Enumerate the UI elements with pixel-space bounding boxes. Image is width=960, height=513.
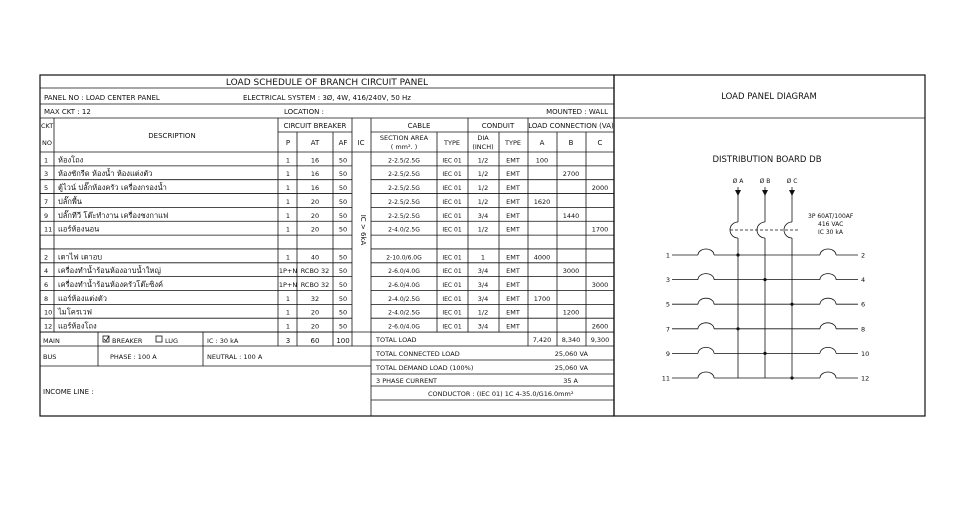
cell-dtype: EMT: [506, 308, 520, 317]
col-section-unit: ( mm². ): [390, 143, 418, 151]
main-label: MAIN: [43, 337, 60, 345]
lug-checkbox: [156, 336, 162, 342]
cell-af: 50: [338, 211, 348, 220]
bus-tap: [736, 327, 739, 330]
diagram-frame: [614, 75, 925, 416]
cell-b: 2700: [562, 170, 580, 179]
cell-at: 20: [310, 225, 320, 234]
cell-ctype: IEC 01: [442, 323, 462, 331]
cell-dia: 1: [480, 253, 486, 262]
total-load-a: 7,420: [532, 336, 552, 344]
circuit-number-left: 11: [661, 374, 670, 383]
cell-c: 3000: [591, 281, 609, 289]
cell-dia: 3/4: [477, 281, 489, 289]
col-ic: IC: [357, 139, 365, 147]
cell-dia: 1/2: [477, 156, 489, 165]
circuit-number-right: 8: [861, 325, 866, 334]
cell-p: 1: [285, 211, 291, 220]
cell-dtype: EMT: [506, 170, 520, 179]
max-ckt: MAX CKT : 12: [44, 108, 91, 116]
cell-section: 2-6.0/4.0G: [388, 282, 420, 289]
branch-breaker-left: [698, 249, 714, 255]
cell-at: RCBO 32: [300, 267, 330, 276]
cell-desc: เครื่องทำน้ำร้อนห้องครัวโต๊ะซิงค์: [58, 280, 163, 289]
col-conduit-type: TYPE: [505, 139, 521, 147]
cell-at: 16: [310, 170, 320, 179]
cell-no: 3: [44, 170, 49, 179]
cell-p: 1P+N: [278, 281, 298, 289]
cell-b: 1440: [562, 211, 580, 220]
cell-ctype: IEC 01: [442, 226, 462, 234]
breaker-spec-1: 3P 60AT/100AF: [808, 213, 854, 220]
cell-section: 2-10.0/6.0G: [386, 254, 422, 262]
bus-tap: [790, 303, 793, 306]
diagram-title: LOAD PANEL DIAGRAM: [721, 92, 817, 102]
conductor: CONDUCTOR : (IEC 01) 1C 4-35.0/G16.0mm²: [428, 390, 574, 398]
connected-label: TOTAL CONNECTED LOAD: [376, 350, 460, 358]
cell-section: 2-4.0/2.5G: [388, 309, 420, 317]
cell-p: 1P+N: [278, 267, 298, 276]
cell-desc: แอร์ห้องโถง: [58, 321, 97, 331]
main-lug: LUG: [165, 337, 179, 345]
main-breaker: BREAKER: [112, 337, 143, 345]
phase-label: Ø C: [786, 178, 798, 185]
cell-at: 16: [310, 184, 320, 193]
income-line: INCOME LINE :: [43, 388, 94, 396]
bus-neutral: NEUTRAL : 100 A: [207, 353, 263, 361]
col-cable-type: TYPE: [444, 139, 460, 147]
bus-tap: [763, 278, 766, 281]
cell-b: 1200: [562, 308, 580, 317]
cell-ctype: IEC 01: [442, 254, 462, 262]
cell-at: 40: [310, 253, 320, 262]
cell-af: 50: [338, 253, 348, 262]
main-ic: IC : 30 kA: [207, 337, 239, 345]
branch-breaker-left: [698, 372, 714, 378]
cell-dtype: EMT: [506, 267, 520, 276]
branch-breaker-right: [820, 249, 836, 255]
cell-p: 1: [285, 197, 291, 206]
branch-breaker-right: [820, 372, 836, 378]
breaker-spec-2: 416 VAC: [818, 221, 844, 228]
cell-dtype: EMT: [506, 294, 520, 303]
demand-label: TOTAL DEMAND LOAD (100%): [376, 364, 474, 372]
cell-at: 20: [310, 308, 320, 317]
branch-breaker-left: [698, 298, 714, 304]
main-at: 60: [310, 337, 320, 345]
cell-dia: 1/2: [477, 197, 489, 206]
col-cable: CABLE: [407, 122, 431, 130]
circuit-number-right: 2: [861, 251, 866, 260]
cell-section: 2-2.5/2.5G: [388, 157, 420, 165]
circuit-number-left: 5: [665, 300, 670, 309]
cell-section: 2-2.5/2.5G: [388, 185, 420, 193]
cell-c: 2000: [591, 184, 609, 193]
cell-no: 5: [44, 184, 49, 193]
cell-no: 9: [44, 211, 49, 220]
col-dia: DIA: [477, 134, 489, 142]
cell-ctype: IEC 01: [442, 309, 462, 317]
cell-section: 2-6.0/4.0G: [388, 268, 420, 276]
cell-section: 2-4.0/2.5G: [388, 226, 420, 234]
phase-label: Ø A: [732, 178, 744, 185]
cell-at: 16: [310, 156, 320, 165]
cell-section: 2-2.5/2.5G: [388, 171, 420, 179]
cell-p: 1: [285, 225, 291, 234]
cell-af: 50: [338, 308, 348, 317]
circuit-number-left: 3: [665, 276, 670, 285]
cell-dtype: EMT: [506, 225, 520, 234]
branch-breaker-left: [698, 347, 714, 353]
circuit-number-right: 10: [861, 349, 870, 358]
cell-dtype: EMT: [506, 156, 520, 165]
cell-no: 2: [44, 253, 49, 262]
cell-ctype: IEC 01: [442, 185, 462, 193]
cell-no: 1: [44, 156, 49, 165]
mounted: MOUNTED : WALL: [546, 108, 608, 116]
col-p: P: [285, 139, 291, 147]
cell-ctype: IEC 01: [442, 171, 462, 179]
cell-no: 12: [44, 322, 53, 331]
cell-desc: เตาไฟ เตาอบ: [58, 252, 103, 262]
col-no: NO: [42, 139, 52, 147]
cell-at: 20: [310, 322, 320, 331]
cell-at: 32: [310, 294, 320, 303]
panel-diagram: [662, 178, 870, 383]
location: LOCATION :: [284, 108, 324, 116]
branch-breaker-left: [698, 274, 714, 280]
cell-dtype: EMT: [506, 281, 520, 289]
cell-dia: 1/2: [477, 170, 489, 179]
col-ckt: CKT: [41, 122, 54, 130]
cell-dtype: EMT: [506, 197, 520, 206]
circuit-number-right: 12: [861, 374, 870, 383]
main-p: 3: [285, 337, 291, 345]
cell-ctype: IEC 01: [442, 295, 462, 303]
cell-c: 2600: [591, 322, 609, 331]
col-at: AT: [310, 139, 320, 147]
cell-p: 1: [285, 294, 291, 303]
cell-dia: 1/2: [477, 184, 489, 193]
col-circuit-breaker: CIRCUIT BREAKER: [283, 122, 347, 130]
cell-dia: 3/4: [477, 294, 489, 303]
cell-no: 11: [44, 225, 53, 234]
cell-af: 50: [338, 294, 348, 303]
cell-a: 1700: [533, 294, 551, 303]
cell-c: 1700: [591, 225, 609, 234]
bus-tap: [736, 253, 739, 256]
cell-no: 7: [44, 197, 49, 206]
circuit-number-right: 6: [861, 300, 866, 309]
cell-dia: 3/4: [477, 267, 489, 276]
phase-label: Ø B: [759, 178, 771, 185]
col-b: B: [568, 139, 574, 147]
cell-section: 2-2.5/2.5G: [388, 198, 420, 206]
cell-af: 50: [338, 184, 348, 193]
checkmark-icon: [104, 336, 109, 341]
cell-dtype: EMT: [506, 253, 520, 262]
cell-desc: ปลั๊กทีวี โต๊ะทำงาน เครื่องชงกาแฟ: [58, 210, 169, 220]
cell-desc: แอร์ห้องแต่งตัว: [58, 293, 107, 303]
cell-at: 20: [310, 197, 320, 206]
cell-af: 50: [338, 281, 348, 289]
current-value: 35 A: [563, 377, 578, 385]
col-af: AF: [338, 139, 348, 147]
cell-a: 4000: [533, 253, 551, 262]
cell-p: 1: [285, 156, 291, 165]
cell-at: RCBO 32: [300, 281, 330, 289]
cell-p: 1: [285, 170, 291, 179]
col-conduit: CONDUIT: [481, 122, 515, 130]
cell-section: 2-6.0/4.0G: [388, 323, 420, 331]
cell-desc: ไมโครเวฟ: [58, 307, 92, 317]
cell-ctype: IEC 01: [442, 157, 462, 165]
main-af: 100: [336, 337, 350, 345]
cell-desc: ตู้ไวน์ ปลั๊กห้องครัว เครื่องกรองน้ำ: [58, 183, 167, 193]
current-label: 3 PHASE CURRENT: [376, 377, 438, 385]
cell-desc: ห้องโถง: [58, 155, 84, 165]
cell-p: 1: [285, 308, 291, 317]
bus-tap: [763, 352, 766, 355]
cell-section: 2-2.5/2.5G: [388, 212, 420, 220]
cell-desc: ปลั๊กพื้น: [58, 196, 82, 206]
cell-desc: เครื่องทำน้ำร้อนห้องอาบน้ำใหญ่: [58, 266, 161, 276]
bus-label: BUS: [43, 353, 57, 361]
cell-no: 4: [44, 267, 49, 276]
cell-a: 100: [535, 156, 549, 165]
total-load-label: TOTAL LOAD: [376, 336, 417, 344]
cell-no: 10: [44, 308, 53, 317]
cell-ctype: IEC 01: [442, 282, 462, 289]
col-load-connection: LOAD CONNECTION (VA): [528, 122, 614, 130]
cell-dtype: EMT: [506, 211, 520, 220]
cell-at: 20: [310, 211, 320, 220]
cell-section: 2-4.0/2.5G: [388, 295, 420, 303]
circuit-number-left: 9: [665, 349, 670, 358]
cell-p: 1: [285, 184, 291, 193]
circuit-number-right: 4: [861, 276, 866, 285]
cell-af: 50: [338, 197, 348, 206]
branch-breaker-right: [820, 274, 836, 280]
cell-dia: 3/4: [477, 322, 489, 331]
cell-ctype: IEC 01: [442, 212, 462, 220]
cell-p: 1: [285, 322, 291, 331]
ic-rating: IC > 6kA: [359, 214, 367, 246]
panel-no: PANEL NO : LOAD CENTER PANEL: [44, 94, 160, 102]
cell-no: 6: [44, 281, 49, 289]
cell-dia: 3/4: [477, 211, 489, 220]
col-section-area: SECTION AREA: [379, 134, 429, 142]
cell-dia: 1/2: [477, 225, 489, 234]
col-c: C: [597, 139, 603, 147]
cell-p: 1: [285, 253, 291, 262]
cell-a: 1620: [533, 197, 551, 206]
cell-af: 50: [338, 322, 348, 331]
bus-phase: PHASE : 100 A: [110, 353, 157, 361]
electrical-system: ELECTRICAL SYSTEM : 3Ø, 4W, 416/240V, 50 Hz: [243, 94, 411, 102]
cell-no: 8: [44, 294, 49, 303]
cell-ctype: IEC 01: [442, 268, 462, 276]
branch-breaker-right: [820, 323, 836, 329]
cell-dtype: EMT: [506, 322, 520, 331]
total-load-b: 8,340: [561, 336, 581, 344]
total-load-c: 9,300: [590, 336, 610, 344]
connected-value: 25,060 VA: [554, 350, 588, 358]
breaker-spec-3: IC 30 kA: [818, 229, 843, 236]
branch-breaker-left: [698, 323, 714, 329]
cell-ctype: IEC 01: [442, 198, 462, 206]
branch-breaker-right: [820, 298, 836, 304]
cell-af: 50: [338, 156, 348, 165]
cell-b: 3000: [562, 267, 580, 276]
circuit-number-left: 7: [665, 325, 670, 334]
branch-breaker-right: [820, 347, 836, 353]
cell-desc: แอร์ห้องนอน: [58, 224, 100, 234]
cell-desc: ห้องชักรีด ห้องน้ำ ห้องแต่งตัว: [58, 169, 153, 179]
col-a: A: [539, 139, 545, 147]
cell-af: 50: [338, 267, 348, 276]
col-dia-unit: (INCH): [472, 143, 494, 151]
schedule-title: LOAD SCHEDULE OF BRANCH CIRCUIT PANEL: [225, 78, 429, 88]
demand-value: 25,060 VA: [554, 364, 588, 372]
bus-tap: [790, 376, 793, 379]
cell-af: 50: [338, 170, 348, 179]
cell-dia: 1/2: [477, 308, 489, 317]
cell-af: 50: [338, 225, 348, 234]
circuit-number-left: 1: [665, 251, 670, 260]
cell-dtype: EMT: [506, 184, 520, 193]
board-title: DISTRIBUTION BOARD DB: [712, 155, 822, 165]
col-description: DESCRIPTION: [148, 132, 196, 140]
